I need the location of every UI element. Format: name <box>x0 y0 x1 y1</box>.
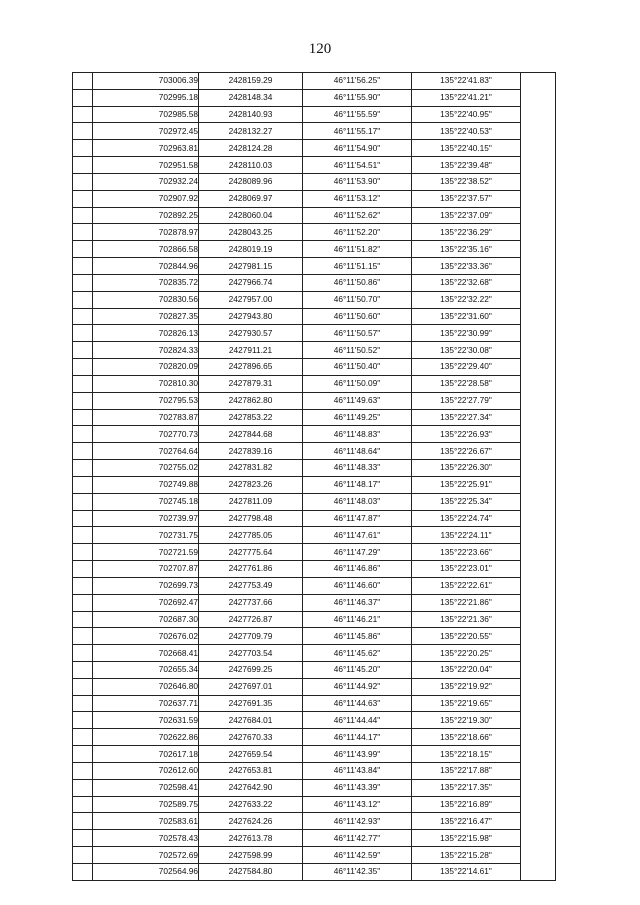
y-coordinate-cell: 2427670.33 <box>199 729 303 746</box>
x-coordinate-cell: 702770.73 <box>93 426 199 443</box>
y-coordinate-cell: 2427966.74 <box>199 274 303 291</box>
x-coordinate-cell: 702907.92 <box>93 190 199 207</box>
table-row <box>73 712 556 729</box>
longitude-cell: 135°22'18.15" <box>412 746 521 763</box>
table-row <box>73 224 556 241</box>
table-row <box>73 493 556 510</box>
longitude-cell: 135°22'29.40" <box>412 359 521 376</box>
coordinates-table-body <box>73 73 556 881</box>
row-margin-cell <box>73 443 93 460</box>
x-coordinate-cell: 702810.30 <box>93 375 199 392</box>
longitude-cell: 135°22'28.58" <box>412 375 521 392</box>
y-coordinate-cell: 2428140.93 <box>199 106 303 123</box>
latitude-cell: 46°11'50.40" <box>303 359 412 376</box>
x-coordinate-cell: 702637.71 <box>93 695 199 712</box>
y-coordinate-cell: 2428110.03 <box>199 157 303 174</box>
x-coordinate-cell: 702824.33 <box>93 342 199 359</box>
table-row <box>73 561 556 578</box>
x-coordinate-cell: 702745.18 <box>93 493 199 510</box>
row-margin-cell <box>73 661 93 678</box>
row-margin-cell <box>73 73 93 90</box>
x-coordinate-cell: 702995.18 <box>93 89 199 106</box>
y-coordinate-cell: 2427911.21 <box>199 342 303 359</box>
latitude-cell: 46°11'42.93" <box>303 813 412 830</box>
x-coordinate-cell: 702622.86 <box>93 729 199 746</box>
y-coordinate-cell: 2427697.01 <box>199 678 303 695</box>
longitude-cell: 135°22'39.48" <box>412 157 521 174</box>
row-margin-cell <box>73 594 93 611</box>
row-margin-cell <box>73 241 93 258</box>
latitude-cell: 46°11'48.64" <box>303 443 412 460</box>
longitude-cell: 135°22'18.66" <box>412 729 521 746</box>
row-margin-cell <box>73 325 93 342</box>
y-coordinate-cell: 2427761.86 <box>199 561 303 578</box>
latitude-cell: 46°11'49.63" <box>303 392 412 409</box>
longitude-cell: 135°22'41.21" <box>412 89 521 106</box>
longitude-cell: 135°22'26.30" <box>412 460 521 477</box>
y-coordinate-cell: 2427981.15 <box>199 258 303 275</box>
merged-notes-cell <box>521 73 556 881</box>
row-margin-cell <box>73 392 93 409</box>
latitude-cell: 46°11'43.84" <box>303 762 412 779</box>
x-coordinate-cell: 702844.96 <box>93 258 199 275</box>
y-coordinate-cell: 2427709.79 <box>199 628 303 645</box>
row-margin-cell <box>73 678 93 695</box>
table-row <box>73 830 556 847</box>
latitude-cell: 46°11'51.15" <box>303 258 412 275</box>
x-coordinate-cell: 702830.56 <box>93 291 199 308</box>
row-margin-cell <box>73 426 93 443</box>
table-row <box>73 527 556 544</box>
row-margin-cell <box>73 140 93 157</box>
coordinates-table <box>72 72 556 881</box>
latitude-cell: 46°11'42.59" <box>303 847 412 864</box>
latitude-cell: 46°11'50.09" <box>303 375 412 392</box>
table-row <box>73 460 556 477</box>
row-margin-cell <box>73 106 93 123</box>
row-margin-cell <box>73 123 93 140</box>
latitude-cell: 46°11'46.60" <box>303 577 412 594</box>
row-margin-cell <box>73 173 93 190</box>
y-coordinate-cell: 2427653.81 <box>199 762 303 779</box>
row-margin-cell <box>73 476 93 493</box>
y-coordinate-cell: 2427775.64 <box>199 544 303 561</box>
longitude-cell: 135°22'33.36" <box>412 258 521 275</box>
x-coordinate-cell: 702749.88 <box>93 476 199 493</box>
longitude-cell: 135°22'17.35" <box>412 779 521 796</box>
longitude-cell: 135°22'35.16" <box>412 241 521 258</box>
x-coordinate-cell: 702827.35 <box>93 308 199 325</box>
table-row <box>73 779 556 796</box>
table-row <box>73 106 556 123</box>
latitude-cell: 46°11'52.62" <box>303 207 412 224</box>
row-margin-cell <box>73 493 93 510</box>
row-margin-cell <box>73 409 93 426</box>
row-margin-cell <box>73 258 93 275</box>
longitude-cell: 135°22'41.83" <box>412 73 521 90</box>
y-coordinate-cell: 2427853.22 <box>199 409 303 426</box>
x-coordinate-cell: 702878.97 <box>93 224 199 241</box>
longitude-cell: 135°22'30.08" <box>412 342 521 359</box>
row-margin-cell <box>73 577 93 594</box>
x-coordinate-cell: 702866.58 <box>93 241 199 258</box>
x-coordinate-cell: 702826.13 <box>93 325 199 342</box>
longitude-cell: 135°22'40.95" <box>412 106 521 123</box>
x-coordinate-cell: 702578.43 <box>93 830 199 847</box>
longitude-cell: 135°22'23.66" <box>412 544 521 561</box>
longitude-cell: 135°22'20.04" <box>412 661 521 678</box>
table-row <box>73 375 556 392</box>
row-margin-cell <box>73 779 93 796</box>
y-coordinate-cell: 2427753.49 <box>199 577 303 594</box>
table-row <box>73 544 556 561</box>
x-coordinate-cell: 702972.45 <box>93 123 199 140</box>
longitude-cell: 135°22'40.15" <box>412 140 521 157</box>
row-margin-cell <box>73 830 93 847</box>
y-coordinate-cell: 2427624.26 <box>199 813 303 830</box>
x-coordinate-cell: 702721.59 <box>93 544 199 561</box>
table-row <box>73 157 556 174</box>
latitude-cell: 46°11'56.25" <box>303 73 412 90</box>
row-margin-cell <box>73 359 93 376</box>
latitude-cell: 46°11'50.60" <box>303 308 412 325</box>
latitude-cell: 46°11'42.77" <box>303 830 412 847</box>
y-coordinate-cell: 2427798.48 <box>199 510 303 527</box>
longitude-cell: 135°22'25.34" <box>412 493 521 510</box>
table-row <box>73 746 556 763</box>
table-row <box>73 863 556 880</box>
y-coordinate-cell: 2427737.66 <box>199 594 303 611</box>
y-coordinate-cell: 2427642.90 <box>199 779 303 796</box>
table-row <box>73 409 556 426</box>
table-row <box>73 392 556 409</box>
table-row <box>73 594 556 611</box>
x-coordinate-cell: 702951.58 <box>93 157 199 174</box>
latitude-cell: 46°11'50.52" <box>303 342 412 359</box>
table-row <box>73 274 556 291</box>
latitude-cell: 46°11'43.12" <box>303 796 412 813</box>
y-coordinate-cell: 2428043.25 <box>199 224 303 241</box>
table-row <box>73 443 556 460</box>
x-coordinate-cell: 702676.02 <box>93 628 199 645</box>
latitude-cell: 46°11'48.17" <box>303 476 412 493</box>
row-margin-cell <box>73 510 93 527</box>
table-row <box>73 291 556 308</box>
page-number: 120 <box>308 41 332 57</box>
row-margin-cell <box>73 847 93 864</box>
longitude-cell: 135°22'27.79" <box>412 392 521 409</box>
y-coordinate-cell: 2427844.68 <box>199 426 303 443</box>
x-coordinate-cell: 702795.53 <box>93 392 199 409</box>
longitude-cell: 135°22'20.55" <box>412 628 521 645</box>
longitude-cell: 135°22'15.28" <box>412 847 521 864</box>
x-coordinate-cell: 702932.24 <box>93 173 199 190</box>
x-coordinate-cell: 702617.18 <box>93 746 199 763</box>
x-coordinate-cell: 702631.59 <box>93 712 199 729</box>
y-coordinate-cell: 2427633.22 <box>199 796 303 813</box>
latitude-cell: 46°11'53.12" <box>303 190 412 207</box>
y-coordinate-cell: 2427785.05 <box>199 527 303 544</box>
longitude-cell: 135°22'20.25" <box>412 645 521 662</box>
latitude-cell: 46°11'45.62" <box>303 645 412 662</box>
latitude-cell: 46°11'45.20" <box>303 661 412 678</box>
y-coordinate-cell: 2427831.82 <box>199 460 303 477</box>
x-coordinate-cell: 702764.64 <box>93 443 199 460</box>
y-coordinate-cell: 2427726.87 <box>199 611 303 628</box>
latitude-cell: 46°11'45.86" <box>303 628 412 645</box>
table-row <box>73 173 556 190</box>
table-row <box>73 190 556 207</box>
row-margin-cell <box>73 762 93 779</box>
y-coordinate-cell: 2427896.65 <box>199 359 303 376</box>
y-coordinate-cell: 2428069.97 <box>199 190 303 207</box>
y-coordinate-cell: 2428124.28 <box>199 140 303 157</box>
y-coordinate-cell: 2427862.80 <box>199 392 303 409</box>
longitude-cell: 135°22'25.91" <box>412 476 521 493</box>
table-row <box>73 661 556 678</box>
longitude-cell: 135°22'30.99" <box>412 325 521 342</box>
latitude-cell: 46°11'44.92" <box>303 678 412 695</box>
row-margin-cell <box>73 695 93 712</box>
y-coordinate-cell: 2427823.26 <box>199 476 303 493</box>
x-coordinate-cell: 702707.87 <box>93 561 199 578</box>
row-margin-cell <box>73 342 93 359</box>
row-margin-cell <box>73 89 93 106</box>
table-row <box>73 89 556 106</box>
latitude-cell: 46°11'46.37" <box>303 594 412 611</box>
longitude-cell: 135°22'15.98" <box>412 830 521 847</box>
latitude-cell: 46°11'42.35" <box>303 863 412 880</box>
longitude-cell: 135°22'24.74" <box>412 510 521 527</box>
y-coordinate-cell: 2428132.27 <box>199 123 303 140</box>
longitude-cell: 135°22'14.61" <box>412 863 521 880</box>
table-row <box>73 207 556 224</box>
table-row <box>73 577 556 594</box>
row-margin-cell <box>73 527 93 544</box>
latitude-cell: 46°11'50.86" <box>303 274 412 291</box>
x-coordinate-cell: 702963.81 <box>93 140 199 157</box>
table-row <box>73 813 556 830</box>
y-coordinate-cell: 2427957.00 <box>199 291 303 308</box>
y-coordinate-cell: 2427943.80 <box>199 308 303 325</box>
table-row <box>73 308 556 325</box>
x-coordinate-cell: 702564.96 <box>93 863 199 880</box>
table-row <box>73 729 556 746</box>
longitude-cell: 135°22'21.36" <box>412 611 521 628</box>
x-coordinate-cell: 702589.75 <box>93 796 199 813</box>
latitude-cell: 46°11'46.21" <box>303 611 412 628</box>
x-coordinate-cell: 702612.60 <box>93 762 199 779</box>
latitude-cell: 46°11'51.82" <box>303 241 412 258</box>
latitude-cell: 46°11'48.33" <box>303 460 412 477</box>
longitude-cell: 135°22'16.47" <box>412 813 521 830</box>
x-coordinate-cell: 702646.80 <box>93 678 199 695</box>
table-row <box>73 796 556 813</box>
row-margin-cell <box>73 190 93 207</box>
longitude-cell: 135°22'16.89" <box>412 796 521 813</box>
y-coordinate-cell: 2428089.96 <box>199 173 303 190</box>
row-margin-cell <box>73 645 93 662</box>
latitude-cell: 46°11'54.90" <box>303 140 412 157</box>
table-row <box>73 645 556 662</box>
row-margin-cell <box>73 746 93 763</box>
x-coordinate-cell: 702687.30 <box>93 611 199 628</box>
x-coordinate-cell: 702572.69 <box>93 847 199 864</box>
row-margin-cell <box>73 274 93 291</box>
x-coordinate-cell: 702755.02 <box>93 460 199 477</box>
y-coordinate-cell: 2427613.78 <box>199 830 303 847</box>
x-coordinate-cell: 702739.97 <box>93 510 199 527</box>
table-row <box>73 695 556 712</box>
row-margin-cell <box>73 460 93 477</box>
y-coordinate-cell: 2428060.04 <box>199 207 303 224</box>
table-row <box>73 359 556 376</box>
latitude-cell: 46°11'55.17" <box>303 123 412 140</box>
longitude-cell: 135°22'23.01" <box>412 561 521 578</box>
row-margin-cell <box>73 796 93 813</box>
y-coordinate-cell: 2427839.16 <box>199 443 303 460</box>
longitude-cell: 135°22'32.22" <box>412 291 521 308</box>
row-margin-cell <box>73 544 93 561</box>
x-coordinate-cell: 702583.61 <box>93 813 199 830</box>
longitude-cell: 135°22'19.65" <box>412 695 521 712</box>
table-row <box>73 325 556 342</box>
table-row <box>73 426 556 443</box>
longitude-cell: 135°22'38.52" <box>412 173 521 190</box>
latitude-cell: 46°11'47.87" <box>303 510 412 527</box>
latitude-cell: 46°11'52.20" <box>303 224 412 241</box>
longitude-cell: 135°22'26.67" <box>412 443 521 460</box>
row-margin-cell <box>73 224 93 241</box>
y-coordinate-cell: 2427699.25 <box>199 661 303 678</box>
longitude-cell: 135°22'37.57" <box>412 190 521 207</box>
table-row <box>73 241 556 258</box>
y-coordinate-cell: 2427598.99 <box>199 847 303 864</box>
x-coordinate-cell: 703006.39 <box>93 73 199 90</box>
longitude-cell: 135°22'24.11" <box>412 527 521 544</box>
table-row <box>73 678 556 695</box>
latitude-cell: 46°11'55.59" <box>303 106 412 123</box>
longitude-cell: 135°22'37.09" <box>412 207 521 224</box>
row-margin-cell <box>73 729 93 746</box>
y-coordinate-cell: 2427584.80 <box>199 863 303 880</box>
y-coordinate-cell: 2427811.09 <box>199 493 303 510</box>
latitude-cell: 46°11'44.44" <box>303 712 412 729</box>
latitude-cell: 46°11'48.83" <box>303 426 412 443</box>
table-row <box>73 611 556 628</box>
y-coordinate-cell: 2427684.01 <box>199 712 303 729</box>
row-margin-cell <box>73 375 93 392</box>
table-row <box>73 342 556 359</box>
y-coordinate-cell: 2428148.34 <box>199 89 303 106</box>
table-row <box>73 476 556 493</box>
x-coordinate-cell: 702655.34 <box>93 661 199 678</box>
y-coordinate-cell: 2427659.54 <box>199 746 303 763</box>
x-coordinate-cell: 702892.25 <box>93 207 199 224</box>
longitude-cell: 135°22'19.30" <box>412 712 521 729</box>
y-coordinate-cell: 2427879.31 <box>199 375 303 392</box>
row-margin-cell <box>73 813 93 830</box>
latitude-cell: 46°11'53.90" <box>303 173 412 190</box>
table-row <box>73 73 556 90</box>
x-coordinate-cell: 702820.09 <box>93 359 199 376</box>
latitude-cell: 46°11'43.99" <box>303 746 412 763</box>
row-margin-cell <box>73 157 93 174</box>
longitude-cell: 135°22'31.60" <box>412 308 521 325</box>
y-coordinate-cell: 2428019.19 <box>199 241 303 258</box>
table-row <box>73 140 556 157</box>
latitude-cell: 46°11'54.51" <box>303 157 412 174</box>
x-coordinate-cell: 702668.41 <box>93 645 199 662</box>
longitude-cell: 135°22'26.93" <box>412 426 521 443</box>
row-margin-cell <box>73 611 93 628</box>
row-margin-cell <box>73 207 93 224</box>
table-row <box>73 510 556 527</box>
x-coordinate-cell: 702985.58 <box>93 106 199 123</box>
latitude-cell: 46°11'55.90" <box>303 89 412 106</box>
table-row <box>73 258 556 275</box>
latitude-cell: 46°11'50.70" <box>303 291 412 308</box>
table-row <box>73 847 556 864</box>
row-margin-cell <box>73 712 93 729</box>
latitude-cell: 46°11'44.63" <box>303 695 412 712</box>
longitude-cell: 135°22'32.68" <box>412 274 521 291</box>
x-coordinate-cell: 702731.75 <box>93 527 199 544</box>
table-row <box>73 762 556 779</box>
longitude-cell: 135°22'22.61" <box>412 577 521 594</box>
y-coordinate-cell: 2427691.35 <box>199 695 303 712</box>
x-coordinate-cell: 702598.41 <box>93 779 199 796</box>
latitude-cell: 46°11'43.39" <box>303 779 412 796</box>
x-coordinate-cell: 702783.87 <box>93 409 199 426</box>
y-coordinate-cell: 2427703.54 <box>199 645 303 662</box>
longitude-cell: 135°22'21.86" <box>412 594 521 611</box>
latitude-cell: 46°11'50.57" <box>303 325 412 342</box>
table-row <box>73 123 556 140</box>
latitude-cell: 46°11'46.86" <box>303 561 412 578</box>
latitude-cell: 46°11'47.29" <box>303 544 412 561</box>
longitude-cell: 135°22'19.92" <box>412 678 521 695</box>
row-margin-cell <box>73 291 93 308</box>
row-margin-cell <box>73 863 93 880</box>
longitude-cell: 135°22'40.53" <box>412 123 521 140</box>
row-margin-cell <box>73 561 93 578</box>
longitude-cell: 135°22'36.29" <box>412 224 521 241</box>
latitude-cell: 46°11'49.25" <box>303 409 412 426</box>
longitude-cell: 135°22'27.34" <box>412 409 521 426</box>
x-coordinate-cell: 702835.72 <box>93 274 199 291</box>
longitude-cell: 135°22'17.88" <box>412 762 521 779</box>
x-coordinate-cell: 702699.73 <box>93 577 199 594</box>
row-margin-cell <box>73 628 93 645</box>
table-row <box>73 628 556 645</box>
y-coordinate-cell: 2428159.29 <box>199 73 303 90</box>
x-coordinate-cell: 702692.47 <box>93 594 199 611</box>
latitude-cell: 46°11'48.03" <box>303 493 412 510</box>
row-margin-cell <box>73 308 93 325</box>
latitude-cell: 46°11'44.17" <box>303 729 412 746</box>
y-coordinate-cell: 2427930.57 <box>199 325 303 342</box>
latitude-cell: 46°11'47.61" <box>303 527 412 544</box>
